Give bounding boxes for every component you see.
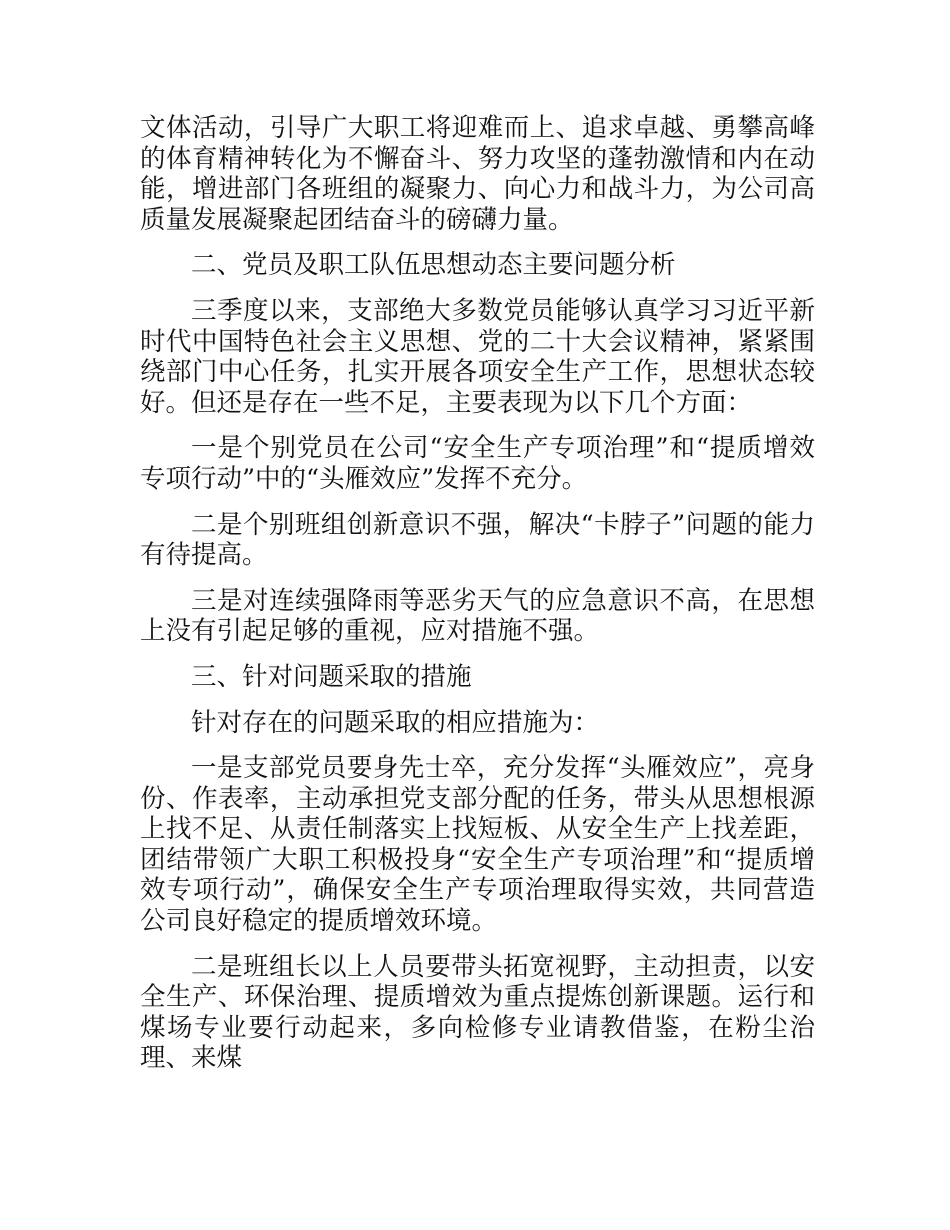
section-heading-two: 二、党员及职工队伍思想动态主要问题分析	[191, 250, 676, 281]
paragraph-overview: 三季度以来，支部绝大多数党员能够认真学习习近平新时代中国特色社会主义思想、党的二十大会议精神，紧紧围绕部门中心任务，扎实开展各项安全生产工作，思想状态较好。但还是存在一些不足，主要表现为以下几个方面：	[140, 295, 815, 418]
paragraph-issue-two: 二是个别班组创新意识不强，解决“卡脖子”问题的能力有待提高。	[140, 509, 815, 571]
section-heading-three: 三、针对问题采取的措施	[191, 661, 472, 692]
paragraph-continuation: 文体活动，引导广大职工将迎难而上、追求卓越、勇攀高峰的体育精神转化为不懈奋斗、努力攻坚的蓬勃激情和内在动能，增进部门各班组的凝聚力、向心力和战斗力，为公司高质量发展凝聚起团结奋斗的磅礴力量。	[140, 113, 815, 235]
paragraph-measure-one: 一是支部党员要身先士卒，充分发挥“头雁效应”，亮身份、作表率，主动承担党支部分配的任务，带头从思想根源上找不足、从责任制落实上找短板、从安全生产上找差距，团结带领广大职工积极投身“安全生产专项治理”和“提质增效专项行动”，确保安全生产专项治理取得实效，共同营造公司良好稳定的提质增效环境。	[140, 753, 815, 937]
paragraph-issue-one: 一是个别党员在公司“安全生产专项治理”和“提质增效专项行动”中的“头雁效应”发挥不充分。	[140, 433, 815, 494]
document-body	[140, 113, 815, 1089]
paragraph-measures-intro: 针对存在的问题采取的相应措施为：	[191, 707, 600, 738]
paragraph-issue-three: 三是对连续强降雨等恶劣天气的应急意识不高，在思想上没有引起足够的重视，应对措施不强。	[140, 585, 815, 647]
paragraph-measure-two: 二是班组长以上人员要带头拓宽视野，主动担责，以安全生产、环保治理、提质增效为重点提炼创新课题。运行和煤场专业要行动起来，多向检修专业请教借鉴，在粉尘治理、来煤	[140, 951, 815, 1074]
